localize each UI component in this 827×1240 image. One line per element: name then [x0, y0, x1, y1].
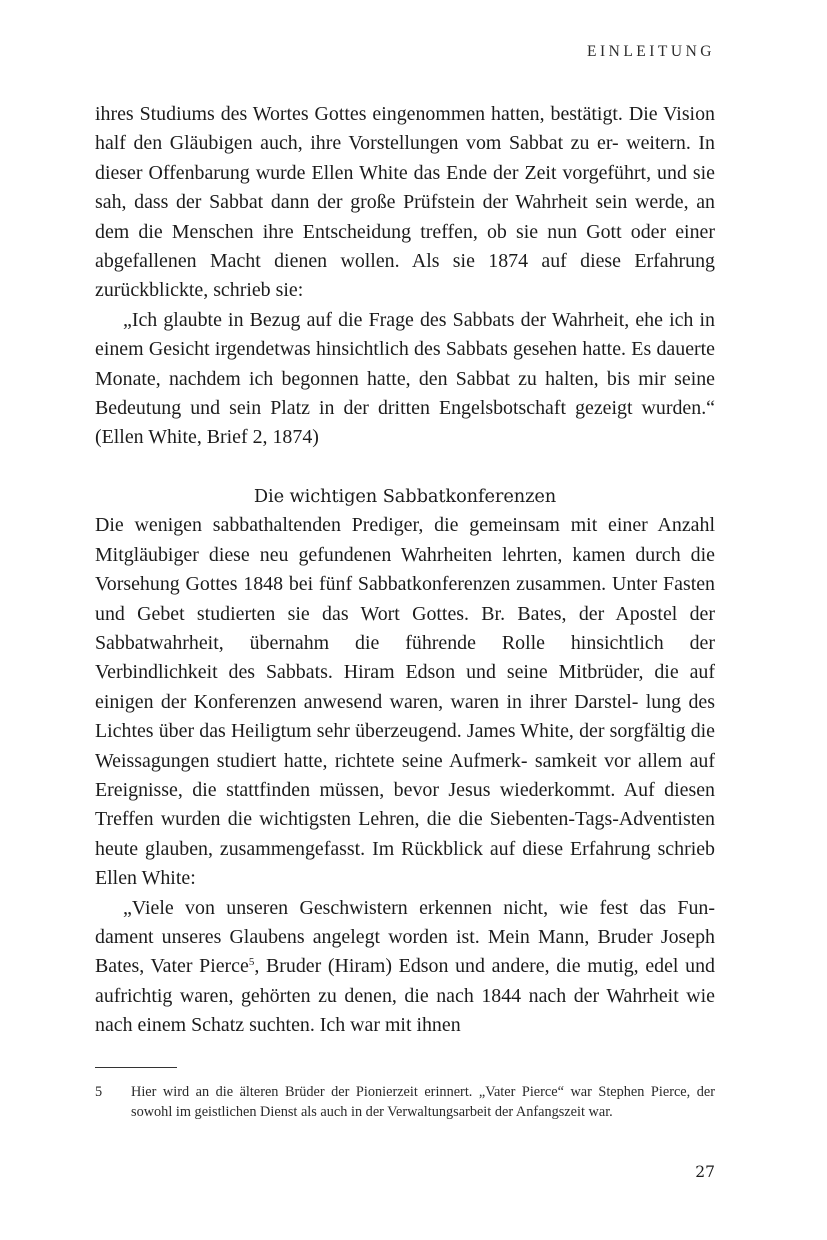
footnote — [95, 1083, 715, 1122]
text-line: ob sie nun Gott oder einer abgefallenen Macht dienen wollen. Als sie — [95, 220, 715, 273]
text-line: , Bruder (Hiram) Edson und andere, die — [254, 955, 581, 978]
text-line: lung des Lichtes über das Heiligtum sehr überzeugend. James White, — [95, 690, 715, 743]
quote-letter-1874 — [95, 306, 715, 453]
text-line: „Ich glaubte in Bezug auf die Frage des Sabbats der Wahrheit, ehe — [123, 308, 663, 331]
running-head: EINLEITUNG — [587, 43, 715, 60]
body-text — [95, 100, 715, 1041]
text-line: der sorgfältig die Weissagungen studiert hatte, richtete seine Aufmerk- — [95, 720, 715, 772]
text-line: Es dauerte Monate, nachdem ich begonnen hatte, den Sabbat zu halten, — [95, 338, 715, 390]
text-line: Mitgläubiger diese neu gefundenen Wahrheiten lehrten, kamen durch — [95, 543, 681, 566]
text-line: dament unseres Glaubens angelegt worden ist. Mein Mann, Bruder — [95, 925, 653, 948]
footnote-text — [131, 1083, 715, 1122]
footnote-divider — [95, 1067, 177, 1068]
text-line: vorgeführt, und sie sah, dass der Sabbat dann der große Prüfstein der — [95, 161, 715, 214]
text-line: Rückblick auf diese Erfahrung schrieb Ellen White: — [95, 837, 716, 890]
text-line: ich in einem Gesicht irgendetwas hinsichtlich des Sabbats gesehen hatte. — [95, 308, 715, 361]
paragraph-conferences — [95, 511, 715, 893]
page-number: 27 — [695, 1163, 715, 1181]
text-line: nach der Wahrheit wie nach einem Schatz suchten. Ich war mit ihnen — [95, 984, 715, 1037]
text-line: Die wenigen sabbathaltenden Prediger, die gemeinsam mit einer Anzahl — [95, 514, 715, 537]
quote-foundation — [95, 894, 715, 1041]
text-line: Unter Fasten und Gebet studierten sie das Wort Gottes. Br. Bates, der — [95, 573, 715, 625]
text-line: der Verbindlichkeit des Sabbats. Hiram Edson und seine Mitbrüder, die — [95, 631, 715, 684]
paragraph-vision — [95, 100, 715, 306]
text-line: auf einigen der Konferenzen anwesend waren, waren in ihrer Darstel- — [95, 661, 715, 713]
text-line: wiederkommt. Auf diesen Treffen wurden die wichtigsten Lehren, die — [95, 778, 715, 831]
text-line: die Siebenten-Tags-Adventisten heute glauben, zusammengefasst. Im — [95, 808, 715, 860]
footnote-number: 5 — [95, 1084, 103, 1100]
text-line: Wahrheit sein werde, an dem die Menschen ihre Entscheidung treffen, — [95, 191, 715, 243]
text-line: „Viele von unseren Geschwistern erkennen nicht, wie fest das Fun- — [123, 896, 715, 919]
text-line: Apostel der Sabbatwahrheit, übernahm die führende Rolle hinsichtlich — [95, 602, 715, 654]
text-line: die Vorsehung Gottes 1848 bei fünf Sabbatkonferenzen zusammen. — [95, 543, 715, 596]
footnote-line: der sowohl im geistlichen Dienst als auch in der Verwaltungsarbeit der Anfangszeit war. — [131, 1084, 715, 1120]
text-line: 1874 auf diese Erfahrung zurückblickte, schrieb sie: — [95, 250, 715, 302]
text-line: ihres Studiums des Wortes Gottes eingenommen hatten, bestätigt. Die — [95, 103, 658, 125]
text-line: Vision half den Gläubigen auch, ihre Vorstellungen vom Sabbat zu er- — [95, 103, 715, 155]
text-line: weitern. In dieser Offenbarung wurde Ellen White das Ende der Zeit — [95, 132, 715, 184]
text-line: mutig, edel und aufrichtig waren, gehörten zu denen, die nach 1844 — [95, 955, 715, 1007]
text-line: bis mir seine Bedeutung und sein Platz in der dritten Engelsbotschaft — [95, 367, 715, 420]
section-heading: Die wichtigen Sabbatkonferenzen — [253, 485, 557, 507]
footnote-reference[interactable]: 5 — [248, 956, 255, 969]
footnote-line: Hier wird an die älteren Brüder der Pionierzeit erinnert. „Vater Pierce“ war Stephen Pierce, — [131, 1084, 691, 1100]
text-line: gezeigt wurden.“ (Ellen White, Brief 2, 1874) — [95, 397, 715, 449]
text-line: Joseph Bates, Vater Pierce — [95, 925, 715, 978]
text-line: samkeit vor allem auf Ereignisse, die stattfinden müssen, bevor Jesus — [95, 749, 715, 801]
